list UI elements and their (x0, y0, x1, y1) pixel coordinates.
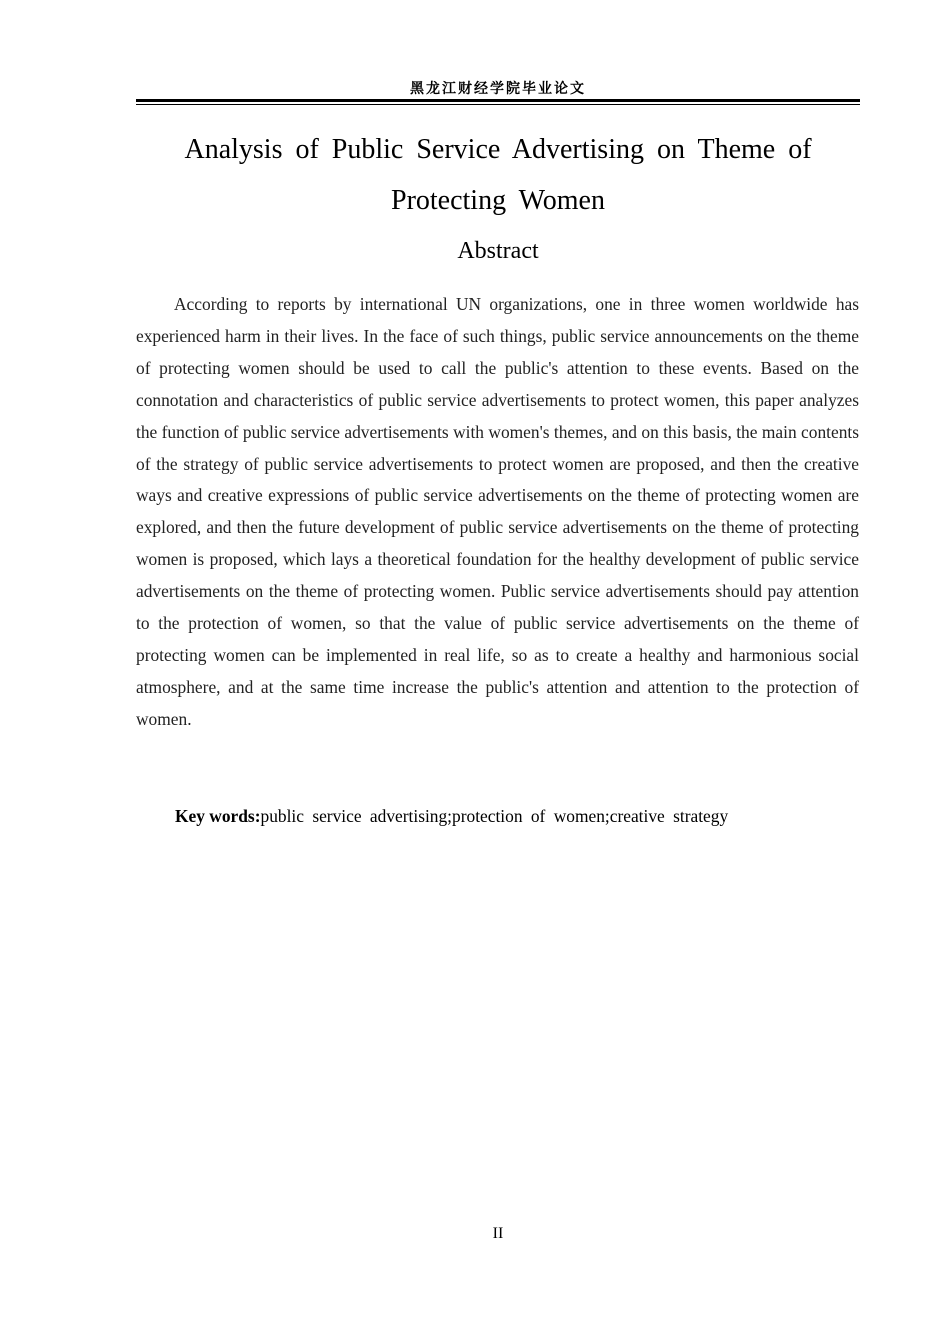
paper-title-line-2: Protecting Women (391, 185, 605, 216)
keywords (175, 801, 860, 831)
abstract-body: According to reports by international UN organizations, one in three women worldwide has experienced harm in their lives. In the face of such things, public service announcements on the theme of protecting women should be used to call the public's attention to these events. Based on the connotation and characteristics of public service advertisements to protect women, this paper analyzes the function of public service advertisements with women's themes, and on this basis, the main contents of the strategy of public service advertisements to protect women are proposed, and then the creative ways and creative expressions of public service advertisements on the theme of protecting women are explored, and then the future development of public service advertisements on the theme of protecting women is proposed, which lays a theoretical foundation for the healthy development of public service advertisements on the theme of protecting women. Public service advertisements should pay attention to the protection of women, so that the value of public service advertisements on the theme of protecting women can be implemented in real life, so as to create a healthy and harmonious social atmosphere, and at the same time increase the public's attention and attention to the protection of women. (136, 294, 859, 729)
abstract-heading: Abstract (457, 238, 539, 264)
keywords-label: Key words: (175, 806, 261, 826)
header-rule-thick (136, 99, 860, 102)
paper-title (136, 124, 860, 226)
paper-title-line-1: Analysis of Public Service Advertising on Theme of (184, 134, 812, 165)
keywords-value: public service advertising;protection of women;creative strategy (260, 806, 729, 826)
header-rule-thin (136, 104, 860, 105)
running-head: 黑龙江财经学院毕业论文 (410, 81, 586, 97)
page-number: II (492, 1225, 504, 1242)
